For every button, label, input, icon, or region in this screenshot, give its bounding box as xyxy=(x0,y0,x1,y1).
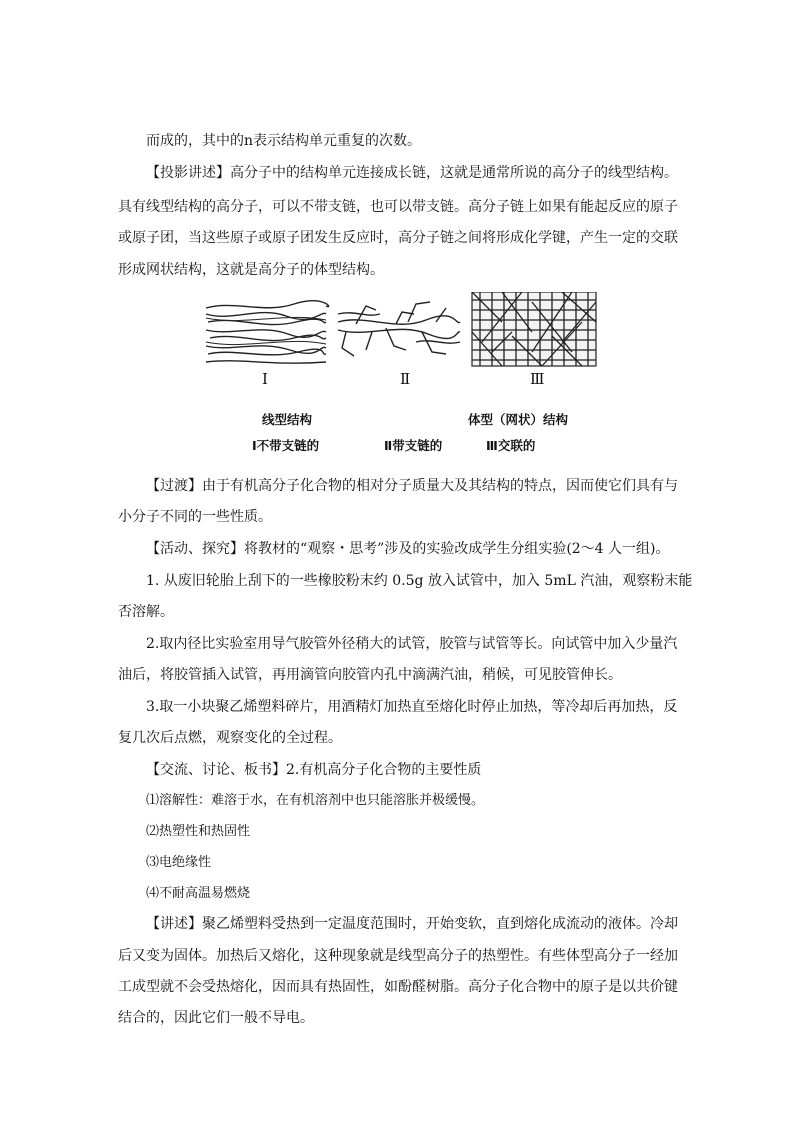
text-line: 而成的，其中的n表示结构单元重复的次数。 xyxy=(146,133,422,149)
text-line: 【过渡】由于有机高分子化合物的相对分子质量大及其结构的特点，因而使它们具有与 xyxy=(146,478,678,494)
text-line: 形成网状结构，这就是高分子的体型结构。 xyxy=(118,262,384,278)
text-line: 后又变为固体。加热后又熔化，这种现象就是线型高分子的热塑性。有些体型高分子一经加 xyxy=(118,948,678,964)
figure-label-2: Ⅱ xyxy=(400,370,411,388)
text-line: 【投影讲述】高分子中的结构单元连接成长链，这就是通常所说的高分子的线型结构。 xyxy=(146,165,678,181)
list-item: ⑴溶解性：难溶于水，在有机溶剂中也只能溶胀并极缓慢。 xyxy=(146,793,485,808)
caption-crosslinked: Ⅲ交联的 xyxy=(486,438,536,453)
text-line: 2.取内径比实验室用导气胶管外径稍大的试管，胶管与试管等长。向试管中加入少量汽 xyxy=(146,636,678,652)
caption-network: 体型（网状）结构 xyxy=(468,412,569,427)
list-item: ⑷不耐高温易燃烧 xyxy=(146,886,251,901)
text-line: 【交流、讨论、板书】2.有机高分子化合物的主要性质 xyxy=(146,762,482,778)
text-line: 【讲述】聚乙烯塑料受热到一定温度范围时，开始变软，直到熔化成流动的液体。冷却 xyxy=(146,916,678,932)
structure-diagram xyxy=(204,292,598,372)
list-item: ⑶电绝缘性 xyxy=(146,855,212,870)
text-line: 3.取一小块聚乙烯塑料碎片，用酒精灯加热直至熔化时停止加热，等冷却后再加热，反 xyxy=(146,699,678,715)
text-line: 结合的，因此它们一般不导电。 xyxy=(118,1010,314,1026)
branched-chains-graphic xyxy=(338,302,460,356)
text-line: 小分子不同的一些性质。 xyxy=(118,509,272,525)
crosslinked-network-graphic xyxy=(472,292,596,366)
linear-chains-graphic xyxy=(206,301,329,363)
figure-label-1: Ⅰ xyxy=(262,370,268,388)
text-line: 【活动、探究】将教材的“观察・思考”涉及的实验改成学生分组实验(2～4 人一组)。 xyxy=(146,541,670,557)
polymer-structure-figure xyxy=(204,292,598,458)
caption-unbranched: Ⅰ不带支链的 xyxy=(252,438,320,453)
text-line: 否溶解。 xyxy=(118,604,174,620)
text-line: 具有线型结构的高分子，可以不带支链，也可以带支链。高分子链上如果有能起反应的原子 xyxy=(118,199,678,215)
text-line: 或原子团，当这些原子或原子团发生反应时，高分子链之间将形成化学键，产生一定的交联 xyxy=(118,230,678,246)
text-line: 工成型就不会受热熔化，因而具有热固性，如酚醛树脂。高分子化合物中的原子是以共价键 xyxy=(118,979,678,995)
caption-branched: Ⅱ带支链的 xyxy=(384,438,443,453)
caption-linear: 线型结构 xyxy=(262,412,313,427)
list-item: ⑵热塑性和热固性 xyxy=(146,824,251,839)
text-line: 1. 从废旧轮胎上刮下的一些橡胶粉末约 0.5g 放入试管中，加入 5mL 汽油，观察粉末能 xyxy=(146,573,693,589)
figure-label-3: Ⅲ xyxy=(530,370,545,388)
text-line: 油后，将胶管插入试管，再用滴管向胶管内孔中滴满汽油，稍候，可见胶管伸长。 xyxy=(118,667,622,683)
text-line: 复几次后点燃，观察变化的全过程。 xyxy=(118,730,342,746)
